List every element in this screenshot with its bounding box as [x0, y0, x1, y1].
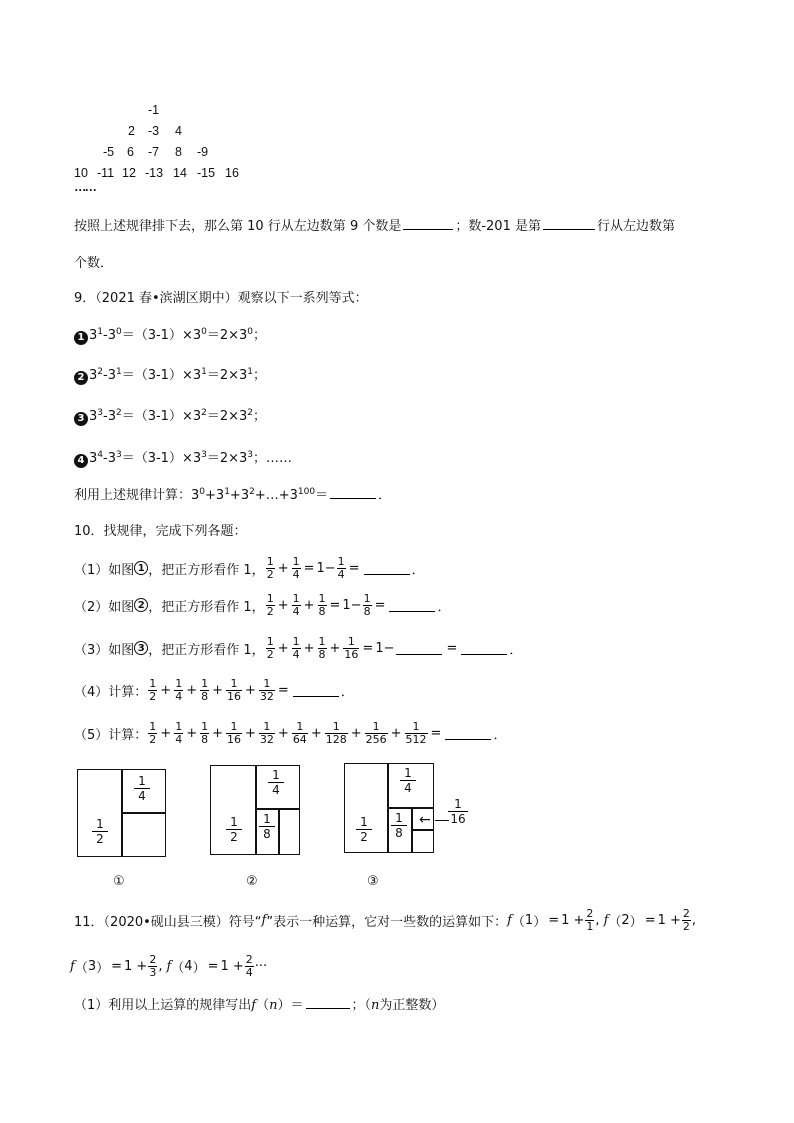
answer-blank[interactable]: [364, 562, 410, 575]
fraction: $\frac{1}{16}$: [227, 676, 241, 703]
part-text: （2）如图: [74, 599, 135, 615]
answer-blank[interactable]: [306, 996, 350, 1009]
equals-sign: =: [303, 560, 315, 576]
q9-eq3: [74, 405, 266, 426]
plus-sign: +: [277, 640, 289, 656]
separator: ,: [691, 912, 697, 928]
q9-calc: [74, 484, 391, 503]
q9-eq1: [74, 324, 266, 345]
tri-cell: 10: [74, 166, 88, 180]
one-minus: 1−: [375, 640, 395, 656]
circled-number-1: 1: [134, 561, 148, 575]
figure-caption-1: ①: [113, 874, 125, 889]
eq-base: 3: [89, 368, 98, 383]
q11-text: 为正整数）: [379, 998, 445, 1013]
tri-cell: -9: [197, 145, 209, 159]
circled-number-4: 4: [74, 454, 88, 468]
plus-sign: +: [186, 682, 198, 698]
eq-mid: ＝（3-1）×3: [121, 368, 202, 383]
q11-title: 11．（2020•砚山县三模）符号“ f ”表示一种运算，它对一些数的运算如下： f （ 1 ） = 1 + $\frac{2}{1}$ , f （ 2 ） = 1 + $\frac{2}{2}$ ,: [74, 906, 697, 933]
f-arg: 1: [524, 912, 534, 928]
fraction: $\frac{1}{8}$: [363, 591, 371, 618]
q8-text: 按照上述规律排下去，那么第 10 行从左边数第 9 个数是: [74, 219, 402, 234]
ellipsis: ···: [254, 958, 268, 974]
part-text: （1）如图: [74, 562, 135, 578]
equals-sign: =: [362, 640, 374, 656]
equals-sign: =: [277, 682, 289, 698]
part-text: （4）计算：: [74, 684, 148, 700]
q11-text: ；（: [351, 998, 372, 1013]
eq-exp: 0: [201, 327, 207, 337]
fraction: $\frac{1}{2}$: [266, 554, 274, 581]
equals-sign: =: [348, 560, 360, 576]
fraction: $\frac{1}{4}$: [337, 554, 345, 581]
fraction: $\frac{1}{2}$: [266, 591, 274, 618]
eq-base: -3: [103, 409, 116, 424]
divider-line: [255, 765, 257, 855]
equals-sign: =: [374, 597, 386, 613]
f-arg: 3: [87, 958, 97, 974]
tri-cell: -3: [148, 124, 160, 138]
divider-line: [411, 829, 434, 831]
answer-blank[interactable]: [396, 642, 442, 655]
eq-exp: 3: [247, 450, 254, 460]
tri-cell: 4: [175, 124, 182, 138]
part-text: ，把正方形看作 1，: [148, 599, 265, 615]
eq-exp: 0: [247, 327, 254, 337]
part-text: ，把正方形看作 1，: [148, 562, 265, 578]
circled-number-3: 3: [134, 641, 148, 655]
fraction: $\frac{1}{2}$: [149, 719, 157, 746]
eq-tail: ；: [253, 328, 267, 343]
q11-text: ＝: [290, 998, 304, 1013]
tri-cell: 6: [127, 145, 134, 159]
fraction: $\frac{1}{8}$: [318, 591, 326, 618]
equals-sign: =: [329, 597, 341, 613]
eq-exp: 2: [201, 408, 207, 418]
eq-base: -3: [103, 451, 116, 466]
fraction: $\frac{1}{8}$: [201, 719, 209, 746]
fraction: $\frac{1}{16}$: [344, 634, 359, 661]
tri-ellipsis: ……: [74, 180, 95, 194]
n-symbol: n: [269, 998, 278, 1013]
eq-exp: 100: [297, 487, 316, 497]
fraction: $\frac{2}{2}$: [682, 906, 690, 933]
eq-tail: ；……: [253, 451, 293, 466]
period: ．: [340, 684, 354, 700]
eq-base: -3: [103, 328, 116, 343]
label-half: 1 2: [356, 815, 372, 844]
q9-eq4: [74, 447, 292, 468]
eq-mid: ＝2×3: [206, 451, 248, 466]
q10-part1: [74, 553, 425, 583]
one-plus: 1 +: [561, 912, 585, 928]
one-plus: 1 +: [220, 958, 244, 974]
tri-cell: 8: [175, 145, 182, 159]
period: ．: [493, 727, 507, 743]
fraction: $\frac{1}{8}$: [318, 634, 326, 661]
tri-cell: 12: [122, 166, 136, 180]
equals-sign: =: [430, 725, 442, 741]
plus-sign: +: [350, 725, 362, 741]
circled-number-3: 3: [74, 412, 88, 426]
eq-exp: 2: [97, 367, 104, 377]
plus-sign: +: [245, 682, 256, 698]
fraction: $\frac{1}{512}$: [405, 719, 427, 746]
eq-mid: ＝（3-1）×3: [121, 328, 202, 343]
fraction: $\frac{1}{8}$: [201, 676, 209, 703]
q10-part4: [74, 675, 354, 705]
calc-text: +…+3: [254, 488, 298, 503]
fraction: $\frac{1}{32}$: [259, 719, 274, 746]
eq-exp: 2: [249, 487, 255, 497]
n-symbol: n: [371, 998, 380, 1013]
plus-sign: +: [212, 725, 223, 741]
label-quarter: 1 4: [268, 768, 284, 797]
answer-blank[interactable]: [389, 599, 435, 612]
plus-sign: +: [277, 597, 289, 613]
label-half: 1 2: [226, 815, 242, 844]
equals-sign: =: [446, 640, 458, 656]
plus-sign: +: [303, 597, 315, 613]
plus-sign: +: [310, 725, 322, 741]
f-symbol: f: [70, 958, 75, 974]
eq-exp: 3: [97, 408, 104, 418]
f-symbol: f: [166, 958, 172, 974]
tri-cell: 2: [128, 124, 135, 138]
q9-eq2: [74, 364, 266, 385]
part-text: （3）如图: [74, 642, 135, 658]
circled-number-2: 2: [134, 598, 148, 612]
label-eighth: 1 8: [259, 812, 275, 841]
fraction: $\frac{2}{4}$: [245, 952, 253, 979]
tri-cell: -15: [197, 166, 216, 180]
tri-cell: -1: [148, 103, 160, 117]
fraction: $\frac{1}{4}$: [175, 719, 183, 746]
arrow-left-icon: ←: [419, 812, 431, 828]
label-eighth: 1 8: [391, 811, 407, 840]
q10-part3: [74, 633, 522, 663]
fraction: $\frac{1}{2}$: [266, 634, 274, 661]
eq-exp: 1: [247, 367, 254, 377]
eq-exp: 3: [201, 450, 207, 460]
eq-exp: 0: [115, 327, 122, 337]
q8-line: [74, 215, 675, 234]
plus-sign: +: [160, 725, 172, 741]
label-quarter: 1 4: [134, 774, 150, 803]
q8-text: ；数-201 是第: [455, 219, 541, 234]
tri-cell: 16: [225, 166, 239, 180]
separator: ,: [595, 912, 600, 928]
arrow-shaft: [435, 820, 449, 821]
plus-sign: +: [245, 725, 256, 741]
f-symbol: f: [251, 998, 257, 1013]
calc-text: +3: [229, 488, 250, 503]
fraction: $\frac{1}{32}$: [259, 676, 274, 703]
fraction: $\frac{1}{2}$: [149, 676, 157, 703]
f-arg: 2: [621, 912, 630, 928]
fraction: $\frac{1}{256}$: [365, 719, 387, 746]
eq-exp: 1: [97, 327, 104, 337]
tri-cell: -13: [145, 166, 164, 180]
plus-sign: +: [303, 640, 315, 656]
fraction: $\frac{1}{64}$: [292, 719, 307, 746]
calc-text: 利用上述规律计算：3: [74, 488, 200, 503]
fraction: $\frac{2}{1}$: [586, 906, 594, 933]
eq-base: 3: [89, 328, 98, 343]
eq-exp: 3: [115, 450, 122, 460]
answer-blank[interactable]: [330, 486, 376, 499]
answer-blank[interactable]: [445, 727, 491, 740]
f-symbol: f: [603, 912, 609, 928]
answer-blank[interactable]: [543, 217, 595, 230]
eq-exp: 1: [224, 487, 230, 497]
eq-exp: 1: [201, 367, 207, 377]
figure-caption-2: ②: [246, 874, 258, 889]
plus-sign: +: [390, 725, 402, 741]
q11-line2: f （ 3 ） = 1 + $\frac{2}{3}$ , f （ 4 ） = 1 + $\frac{2}{4}$ ···: [70, 952, 268, 979]
period: ．: [411, 562, 425, 578]
q10-part5: [74, 718, 506, 748]
eq-tail: ；: [253, 368, 267, 383]
period: ．: [509, 642, 523, 658]
q11-text: ”表示一种运算，它对一些数的运算如下：: [266, 914, 508, 930]
circled-number-1: 1: [74, 331, 88, 345]
fraction: $\frac{2}{3}$: [149, 952, 157, 979]
f-arg: 4: [184, 958, 193, 974]
divider-line: [121, 812, 166, 814]
eq-exp: 4: [97, 450, 104, 460]
eq-exp: 2: [247, 408, 254, 418]
plus-sign: +: [277, 560, 289, 576]
q8-line-end: 个数．: [74, 256, 114, 271]
eq-mid: ＝（3-1）×3: [121, 409, 202, 424]
circled-number-2: 2: [74, 371, 88, 385]
q10-part2: [74, 590, 451, 620]
label-sixteenth: 1 16: [448, 797, 468, 826]
f-symbol: f: [507, 912, 512, 928]
eq-exp: 0: [199, 487, 206, 497]
tri-cell: -5: [103, 145, 115, 159]
fraction: $\frac{1}{4}$: [175, 676, 183, 703]
answer-blank[interactable]: [293, 684, 339, 697]
eq-mid: ＝2×3: [206, 328, 248, 343]
fraction: $\frac{1}{128}$: [325, 719, 347, 746]
plus-sign: +: [186, 725, 198, 741]
eq-exp: 2: [115, 408, 122, 418]
label-quarter: 1 4: [400, 766, 416, 795]
q9-title: 9．（2021 春•滨湖区期中）观察以下一系列等式：: [74, 291, 368, 306]
fraction: $\frac{1}{16}$: [227, 719, 241, 746]
q11-part1: （1）利用以上运算的规律写出f（n）＝ ；（n为正整数）: [74, 998, 445, 1013]
answer-blank[interactable]: [461, 642, 507, 655]
one-minus: 1−: [316, 560, 336, 576]
part-text: （5）计算：: [74, 727, 148, 743]
eq-base: 3: [89, 409, 98, 424]
eq-mid: ＝（3-1）×3: [121, 451, 202, 466]
plus-sign: +: [277, 725, 289, 741]
q11-text: 11．（2020•砚山县三模）符号“: [74, 914, 262, 930]
eq-base: -3: [103, 368, 116, 383]
eq-base: 3: [89, 451, 98, 466]
one-minus: 1−: [342, 597, 362, 613]
fraction: $\frac{1}{4}$: [292, 634, 300, 661]
label-half: 1 2: [92, 817, 108, 846]
tri-cell: -11: [97, 166, 115, 180]
q8-text: 行从左边数第: [596, 219, 675, 234]
eq-exp: 1: [115, 367, 122, 377]
answer-blank[interactable]: [403, 217, 453, 230]
tri-cell: 14: [173, 166, 187, 180]
eq-tail: ；: [253, 409, 267, 424]
separator: ,: [158, 958, 163, 974]
q10-title: 10．找规律，完成下列各题：: [74, 524, 247, 539]
calc-text: ．: [378, 488, 392, 503]
f-symbol: f: [261, 912, 267, 928]
part-text: ，把正方形看作 1，: [148, 642, 265, 658]
plus-sign: +: [212, 682, 223, 698]
q11-text: （1）利用以上运算的规律写出: [74, 998, 252, 1013]
calc-text: ＝: [315, 488, 329, 503]
plus-sign: +: [329, 640, 341, 656]
calc-text: +3: [205, 488, 225, 503]
plus-sign: +: [160, 682, 172, 698]
divider-line: [278, 808, 280, 855]
figure-caption-3: ③: [367, 874, 379, 889]
eq-mid: ＝2×3: [206, 409, 248, 424]
eq-mid: ＝2×3: [206, 368, 248, 383]
one-plus: 1 +: [657, 912, 681, 928]
period: ．: [437, 599, 451, 615]
fraction: $\frac{1}{4}$: [292, 591, 300, 618]
one-plus: 1 +: [124, 958, 148, 974]
fraction: $\frac{1}{4}$: [292, 554, 300, 581]
tri-cell: -7: [148, 145, 160, 159]
